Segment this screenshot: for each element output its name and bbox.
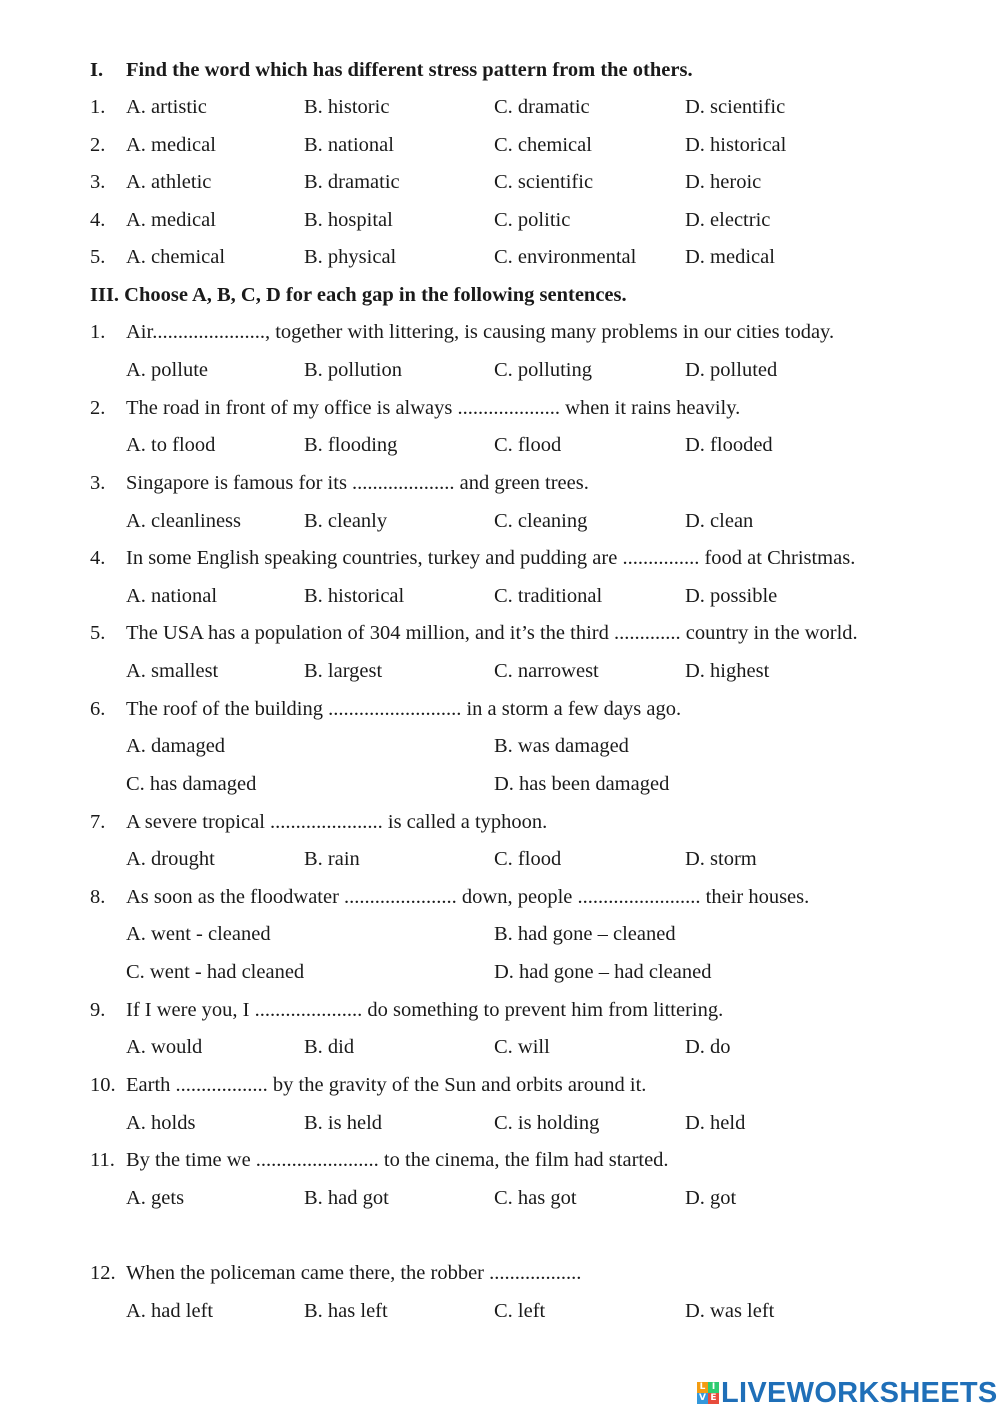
option-c[interactable]: C. has got [494, 1187, 577, 1209]
logo-letter-v: V [697, 1393, 708, 1404]
option-b[interactable]: B. was damaged [494, 735, 629, 757]
option-a[interactable]: A. went - cleaned [126, 923, 271, 945]
question-number: 5. [90, 622, 106, 644]
gap-question-9-options [0, 1033, 1000, 1061]
option-c[interactable]: C. left [494, 1300, 546, 1322]
option-c[interactable]: C. polluting [494, 359, 592, 381]
liveworksheets-logo [697, 1378, 998, 1408]
gap-question-4 [0, 544, 1000, 572]
option-a[interactable]: A. medical [126, 134, 216, 156]
liveworksheets-logo-icon [697, 1382, 719, 1404]
option-a[interactable]: A. medical [126, 209, 216, 231]
option-a[interactable]: A. would [126, 1036, 203, 1058]
question-number: 1. [90, 96, 106, 118]
stress-question-3 [0, 168, 1000, 196]
option-b[interactable]: B. has left [304, 1300, 388, 1322]
question-text: When the policeman came there, the robber .................. [126, 1262, 582, 1284]
option-a[interactable]: A. smallest [126, 660, 219, 682]
gap-question-8 [0, 883, 1000, 911]
option-a[interactable]: A. gets [126, 1187, 185, 1209]
option-b[interactable]: B. national [304, 134, 394, 156]
logo-wordmark: LIVEWORKSHEETS [721, 1376, 998, 1409]
option-c[interactable]: C. has damaged [126, 773, 257, 795]
option-a[interactable]: A. chemical [126, 246, 226, 268]
option-d[interactable]: D. possible [685, 585, 778, 607]
question-number: 8. [90, 886, 106, 908]
gap-question-11 [0, 1146, 1000, 1174]
option-b[interactable]: B. historic [304, 96, 390, 118]
stress-question-2 [0, 131, 1000, 159]
option-d[interactable]: D. highest [685, 660, 770, 682]
option-d[interactable]: D. has been damaged [494, 773, 670, 795]
option-a[interactable]: A. damaged [126, 735, 226, 757]
question-text: A severe tropical ...................... is called a typhoon. [126, 811, 548, 833]
gap-question-5 [0, 619, 1000, 647]
gap-question-7-options [0, 845, 1000, 873]
section-3-title: III. Choose A, B, C, D for each gap in the following sentences. [90, 284, 627, 306]
option-c[interactable]: C. politic [494, 209, 571, 231]
option-d[interactable]: D. flooded [685, 434, 773, 456]
question-text: If I were you, I ..................... do something to prevent him from littering. [126, 999, 724, 1021]
gap-question-12 [0, 1259, 1000, 1287]
question-text: The USA has a population of 304 million, and it’s the third ............. country in the world. [126, 622, 858, 644]
gap-question-6-options-row-2 [0, 770, 1000, 798]
question-text: Air......................, together with littering, is causing many problems in our cities today. [126, 321, 835, 343]
gap-question-3 [0, 469, 1000, 497]
option-c[interactable]: C. environmental [494, 246, 637, 268]
option-b[interactable]: B. did [304, 1036, 355, 1058]
option-c[interactable]: C. flood [494, 848, 562, 870]
gap-question-5-options [0, 657, 1000, 685]
section-1-heading [0, 56, 1000, 84]
gap-question-10-options [0, 1109, 1000, 1137]
stress-question-4 [0, 206, 1000, 234]
gap-question-12-options [0, 1297, 1000, 1325]
option-c[interactable]: C. traditional [494, 585, 603, 607]
option-b[interactable]: B. cleanly [304, 510, 388, 532]
question-number: 2. [90, 134, 106, 156]
gap-question-1-options [0, 356, 1000, 384]
option-a[interactable]: A. artistic [126, 96, 207, 118]
question-text: Earth .................. by the gravity of the Sun and orbits around it. [126, 1074, 647, 1096]
gap-question-4-options [0, 582, 1000, 610]
option-b[interactable]: B. is held [304, 1112, 383, 1134]
option-a[interactable]: A. had left [126, 1300, 214, 1322]
gap-question-1 [0, 318, 1000, 346]
gap-question-8-options-row-2 [0, 958, 1000, 986]
option-c[interactable]: C. narrowest [494, 660, 599, 682]
option-b[interactable]: B. had gone – cleaned [494, 923, 676, 945]
option-b[interactable]: B. had got [304, 1187, 389, 1209]
gap-question-3-options [0, 507, 1000, 535]
question-number: 1. [90, 321, 106, 343]
section-3-heading [0, 281, 1000, 309]
question-text: The roof of the building .......................... in a storm a few days ago. [126, 698, 682, 720]
gap-question-6-options-row-1 [0, 732, 1000, 760]
section-1-number: I. [90, 59, 104, 81]
gap-question-7 [0, 808, 1000, 836]
gap-question-8-options-row-1 [0, 920, 1000, 948]
section-1-title: Find the word which has different stress pattern from the others. [126, 59, 693, 81]
option-d[interactable]: D. got [685, 1187, 737, 1209]
logo-letter-e: E [708, 1393, 719, 1404]
option-a[interactable]: A. to flood [126, 434, 216, 456]
stress-question-5 [0, 243, 1000, 271]
option-d[interactable]: D. scientific [685, 96, 786, 118]
option-d[interactable]: D. had gone – had cleaned [494, 961, 712, 983]
option-c[interactable]: C. chemical [494, 134, 592, 156]
option-c[interactable]: C. dramatic [494, 96, 590, 118]
option-d[interactable]: D. electric [685, 209, 771, 231]
option-b[interactable]: B. rain [304, 848, 360, 870]
option-a[interactable]: A. holds [126, 1112, 196, 1134]
option-c[interactable]: C. scientific [494, 171, 594, 193]
option-a[interactable]: A. cleanliness [126, 510, 241, 532]
gap-question-11-options [0, 1184, 1000, 1212]
option-d[interactable]: D. medical [685, 246, 775, 268]
option-d[interactable]: D. historical [685, 134, 787, 156]
option-d[interactable]: D. polluted [685, 359, 778, 381]
question-number: 7. [90, 811, 106, 833]
option-d[interactable]: D. held [685, 1112, 746, 1134]
question-number: 5. [90, 246, 106, 268]
option-c[interactable]: C. will [494, 1036, 550, 1058]
question-text: By the time we ........................ to the cinema, the film had started. [126, 1149, 669, 1171]
logo-letter-i: I [708, 1382, 719, 1393]
option-b[interactable]: B. physical [304, 246, 397, 268]
gap-question-9 [0, 996, 1000, 1024]
gap-question-6 [0, 695, 1000, 723]
question-number: 3. [90, 171, 106, 193]
option-b[interactable]: B. hospital [304, 209, 393, 231]
question-number: 9. [90, 999, 106, 1021]
question-text: The road in front of my office is always .................... when it rains heavily. [126, 397, 741, 419]
option-a[interactable]: A. pollute [126, 359, 208, 381]
option-b[interactable]: B. historical [304, 585, 405, 607]
question-text: Singapore is famous for its .................... and green trees. [126, 472, 589, 494]
gap-question-2 [0, 394, 1000, 422]
option-d[interactable]: D. storm [685, 848, 757, 870]
question-number: 10. [90, 1074, 116, 1096]
option-d[interactable]: D. do [685, 1036, 731, 1058]
gap-question-10 [0, 1071, 1000, 1099]
question-number: 6. [90, 698, 106, 720]
option-d[interactable]: D. clean [685, 510, 754, 532]
stress-question-1 [0, 93, 1000, 121]
question-text: As soon as the floodwater ...................... down, people ........................ their houses. [126, 886, 810, 908]
option-d[interactable]: D. heroic [685, 171, 762, 193]
question-text: In some English speaking countries, turkey and pudding are ............... food at Christmas. [126, 547, 856, 569]
option-a[interactable]: A. drought [126, 848, 215, 870]
option-b[interactable]: B. largest [304, 660, 383, 682]
question-number: 11. [90, 1149, 115, 1171]
question-number: 12. [90, 1262, 116, 1284]
option-b[interactable]: B. dramatic [304, 171, 400, 193]
option-c[interactable]: C. is holding [494, 1112, 600, 1134]
question-number: 2. [90, 397, 106, 419]
option-d[interactable]: D. was left [685, 1300, 775, 1322]
question-number: 3. [90, 472, 106, 494]
option-c[interactable]: C. went - had cleaned [126, 961, 305, 983]
option-c[interactable]: C. flood [494, 434, 562, 456]
option-a[interactable]: A. national [126, 585, 218, 607]
option-a[interactable]: A. athletic [126, 171, 212, 193]
question-number: 4. [90, 209, 106, 231]
option-b[interactable]: B. flooding [304, 434, 398, 456]
option-b[interactable]: B. pollution [304, 359, 402, 381]
gap-question-2-options [0, 431, 1000, 459]
question-number: 4. [90, 547, 106, 569]
logo-letter-l: L [697, 1382, 708, 1393]
option-c[interactable]: C. cleaning [494, 510, 588, 532]
